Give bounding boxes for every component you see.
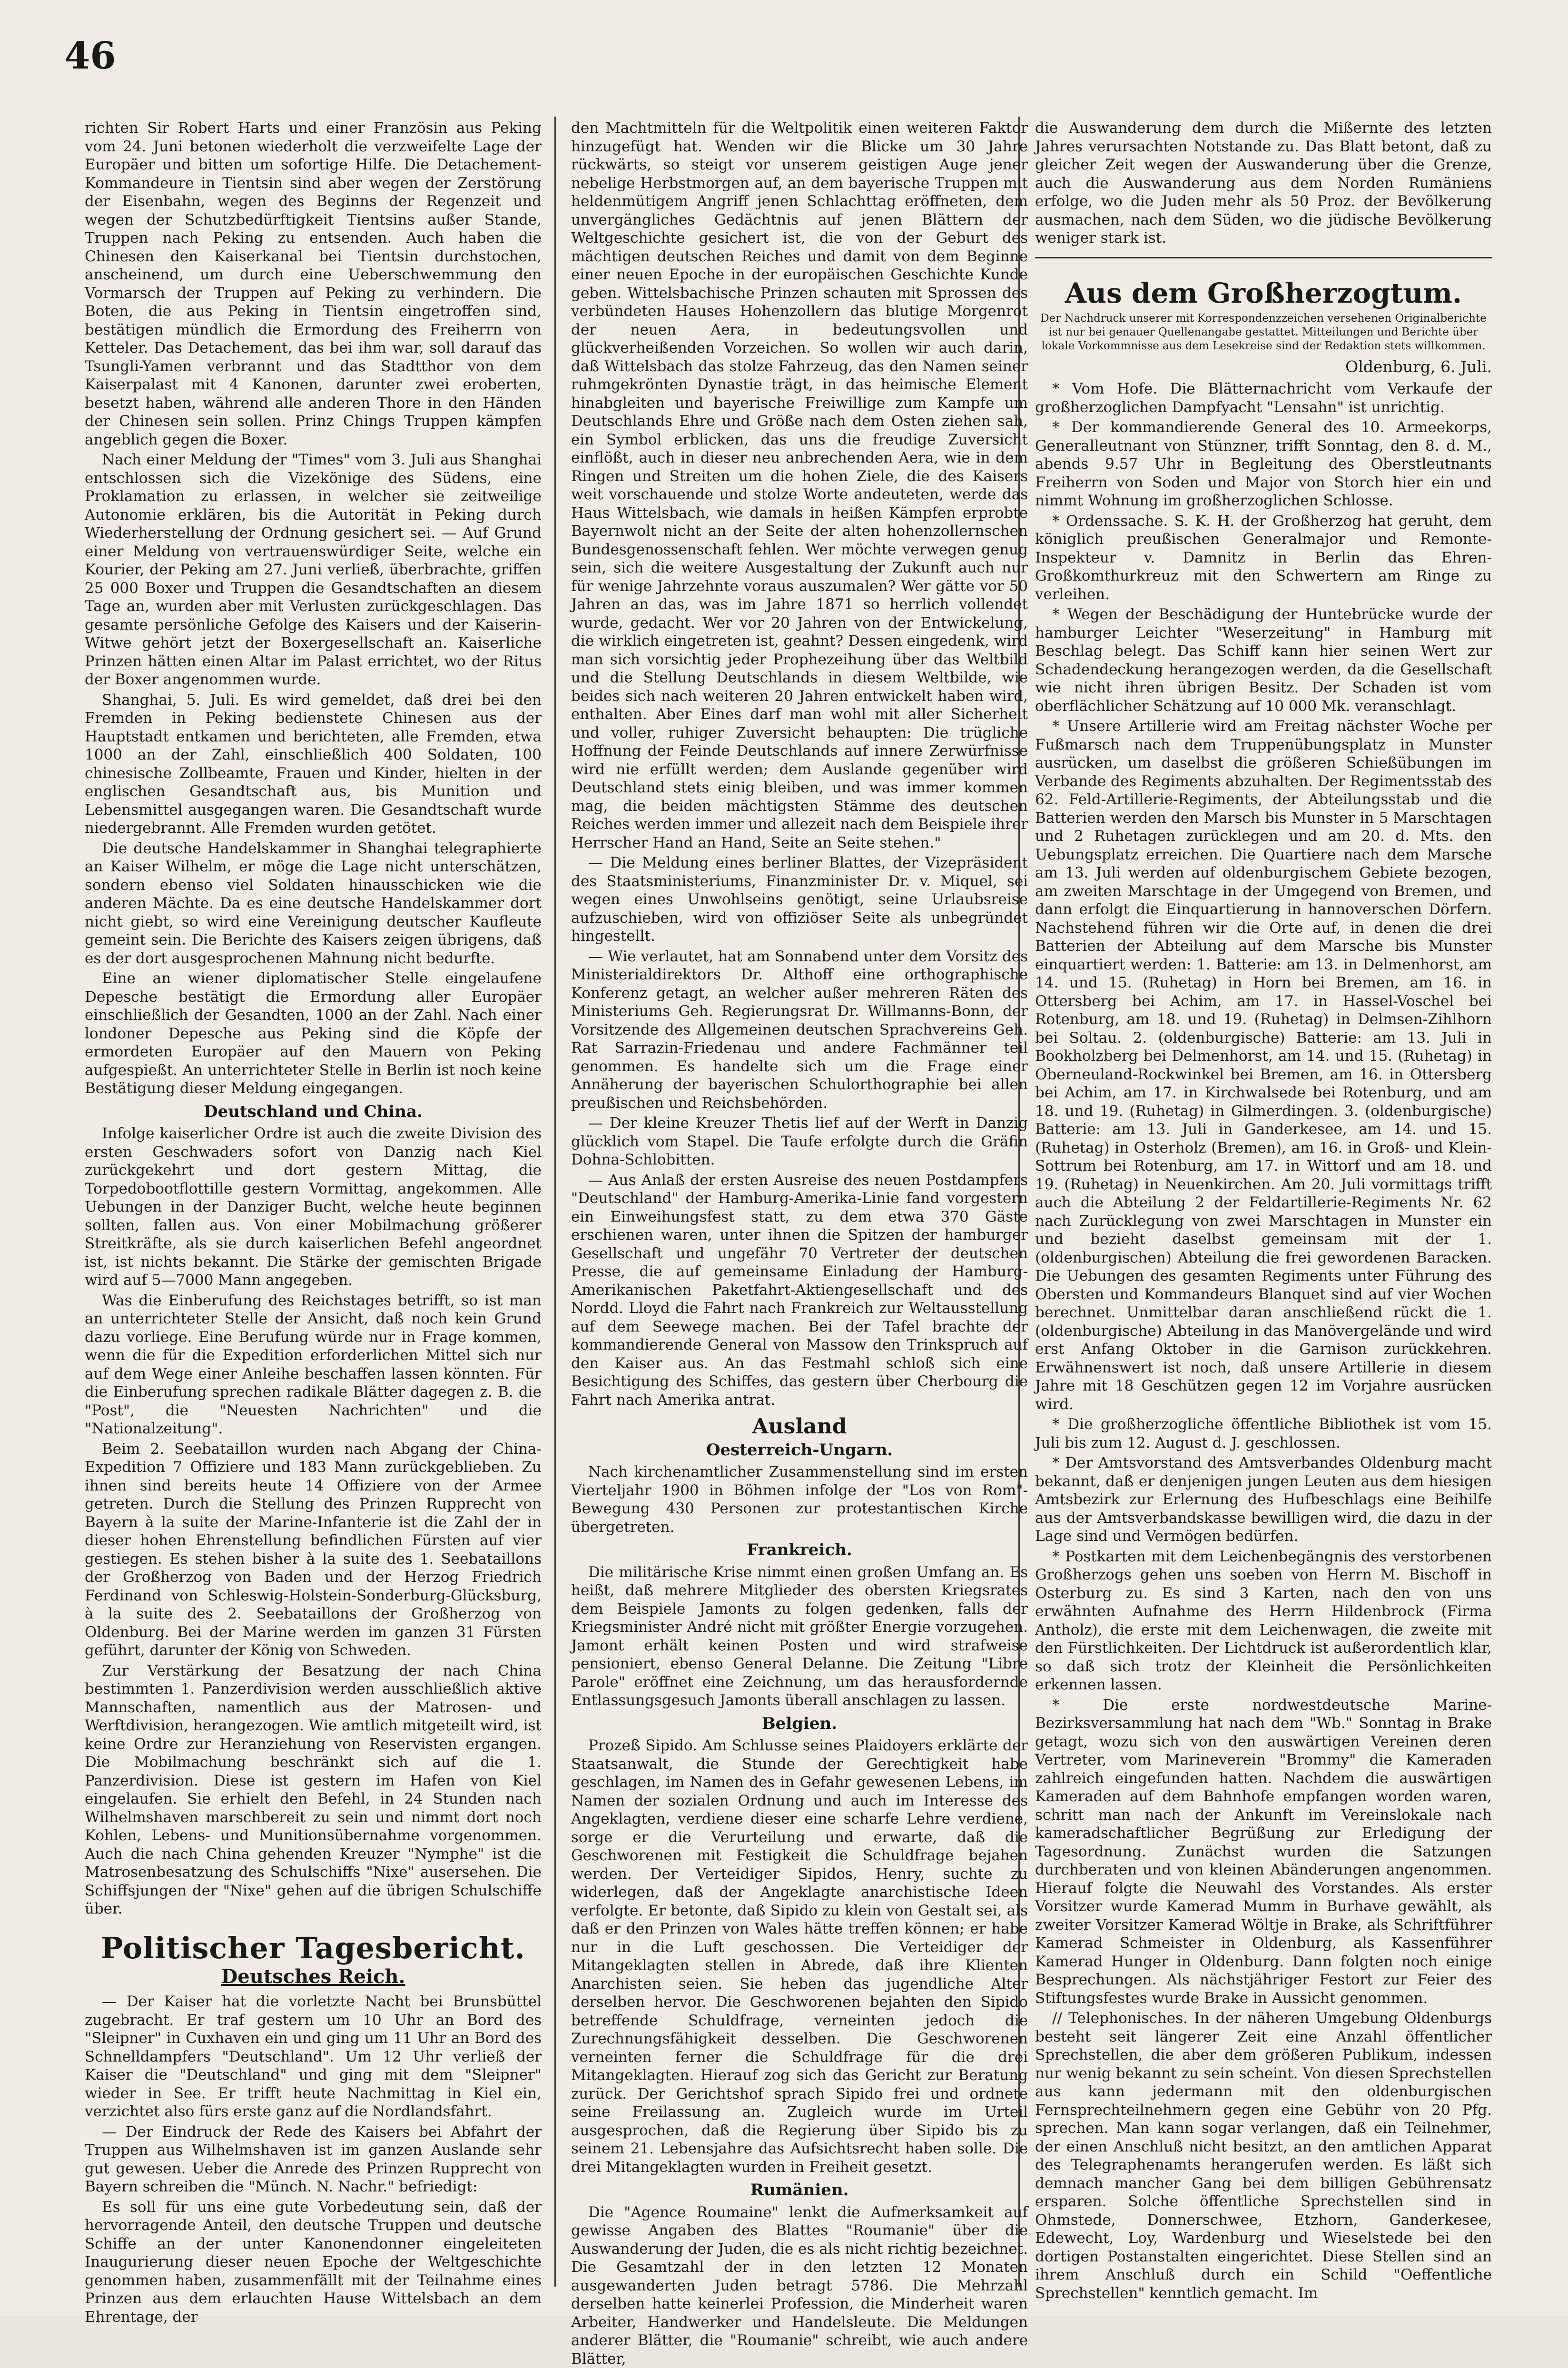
country-heading: Oesterreich-Ungarn.: [571, 1441, 1028, 1460]
section-heading: Deutschland und China.: [85, 1103, 542, 1121]
country-heading: Rumänien.: [571, 2181, 1028, 2200]
article-text: * Ordenssache. S. K. H. der Großherzog hat geruht, dem königlich preußischen Generalmajor und Remonte-Inspekteur v. Damnitz in Berlin das Ehren-Großkomthurkreuz mit den Schwertern am Ringe zu verleihen.: [1035, 512, 1492, 604]
country-heading: Frankreich.: [571, 1541, 1028, 1559]
article-text: Die militärische Krise nimmt einen großen Umfang an. Es heißt, daß mehrere Mitglieder des obersten Kriegsrates dem Beispiele Jamonts zu folgen gedenken, falls der Kriegsminister André nicht mit größter Energie vorzugehen. Jamont erhält keinen Posten und wird strafweise pensioniert, ebenso General Delanne. Die Zeitung "Libre Parole" eröffnet eine Zeichnung, um das herausfordernde Entlassungsgesuch Jamonts überall anschlagen zu lassen.: [571, 1563, 1028, 1710]
article-text: Nach kirchenamtlicher Zusammenstellung sind im ersten Vierteljahr 1900 in Böhmen infolge der "Los von Rom"-Bewegung 430 Personen zur protestantischen Kirche übergetreten.: [571, 1463, 1028, 1536]
article-text: Was die Einberufung des Reichstages betrifft, so ist man an unterrichteter Stelle der Ansicht, daß noch kein Grund dazu vorliege. Eine Berufung würde nur in Frage kommen, wenn die für die Expedition erforderlichen Mittel sich nur auf dem Wege einer Anleihe beschaffen lassen könnten. Für die Einberufung sprechen radikale Blätter dagegen z. B. die "Post", die "Neuesten Nachrichten" und die "Nationalzeitung".: [85, 1292, 542, 1438]
article-text: Es soll für uns eine gute Vorbedeutung sein, daß der hervorragende Anteil, den deutsche Truppen und deutsche Schiffe an der unter Kanonendonner eingeleiteten Inaugurierung dieser neuen Epoche der Weltgeschichte genommen haben, zusammenfällt mit der Teilnahme eines Prinzen aus dem erlauchten Hause Wittelsbach an dem Ehrentage, der: [85, 2198, 542, 2327]
article-text: Die deutsche Handelskammer in Shanghai telegraphierte an Kaiser Wilhelm, er möge die Lage nicht unterschätzen, sondern ebenso viel Soldaten hinausschicken wie die anderen Mächte. Da es eine deutsche Handelskammer dort nicht giebt, so wird eine Vereinigung deutscher Kaufleute gemeint sein. Die Berichte des Kaisers zeigen übrigens, daß es der dort ausgesprochenen Mahnung nicht bedurfte.: [85, 839, 542, 968]
article-text: — Aus Anlaß der ersten Ausreise des neuen Postdampfers "Deutschland" der Hamburg-Amerika-Linie fand vorgestern ein Einweihungsfest statt, zu dem etwa 370 Gäste erschienen waren, unter ihnen die Spitzen der hamburger Gesellschaft und ungefähr 70 Vertreter der deutschen Presse, die auf gemeinsame Einladung der Hamburg-Amerikanischen Paketfahrt-Aktiengesellschaft und des Nordd. Lloyd die Fahrt nach Frankreich zur Weltausstellung auf dem Seewege machen. Bei der Tafel brachte der kommandierende General von Massow den Trinkspruch auf den Kaiser aus. An das Festmahl schloß sich eine Besichtigung des Schiffes, das gestern über Cherbourg die Fahrt nach Amerika antrat.: [571, 1171, 1028, 1410]
article-text: Beim 2. Seebataillon wurden nach Abgang der China-Expedition 7 Offiziere und 183 Mann zurückgeblieben. Zu ihnen sind bereits heute 14 Offiziere von der Armee getreten. Durch die Stellung des Prinzen Rupprecht von Bayern à la suite der Marine-Infanterie ist die Zahl der in dieser hohen Ehrenstellung befindlichen Fürsten auf vier gestiegen. Es stehen bisher à la suite des 1. Seebataillons der Großherzog von Baden und der Herzog Friedrich Ferdinand von Schleswig-Holstein-Sonderburg-Glücksburg, à la suite des 2. Seebataillons der Großherzog von Oldenburg. Bei der Marine werden im ganzen 31 Fürsten geführt, darunter der König von Schweden.: [85, 1440, 542, 1660]
article-text: richten Sir Robert Harts und einer Französin aus Peking vom 24. Juni betonen wiederholt die verzweifelte Lage der Europäer und bitten um sofortige Hilfe. Die Detachement-Kommandeure in Tientsin sind aber wegen der Zerstörung der Eisenbahn, wegen des Beginns der Regenzeit und wegen der Schutzbedürftigkeit Tientsins außer Stande, Truppen nach Peking zu entsenden. Auch haben die Chinesen den Kaiserkanal bei Tientsin durchstochen, anscheinend, um durch eine Ueberschwemmung den Vormarsch der Truppen auf Peking zu verhindern. Die Boten, die aus Peking in Tientsin eingetroffen sind, bestätigen mündlich die Ermordung des Freiherrn von Ketteler. Das Detachement, das bei ihm war, soll darauf das Tsungli-Yamen verbrannt und das Stadtthor von dem Kaiserpalast mit 4 Kanonen, darunter zwei eroberten, besetzt haben, während alle anderen Thore in den Händen der Chinesen sein sollen. Prinz Chings Truppen kämpfen angeblich gegen die Boxer.: [85, 119, 542, 449]
column-rule-left: [554, 117, 556, 2287]
article-text: * Unsere Artillerie wird am Freitag nächster Woche per Fußmarsch nach dem Truppenübungsplatz in Munster ausrücken, um daselbst die größeren Schießübungen im Verbande des Regiments abzuhalten. Der Regimentsstab des 62. Feld-Artillerie-Regiments, der Abteilungsstab und die Batterien werden den Marsch bis Munster in 5 Marschtagen und 2 Ruhetagen zurücklegen und am 20. d. Mts. den Uebungsplatz erreichen. Die Quartiere nach dem Marsche am 13. Juli werden auf oldenburgischem Gebiete bezogen, am zweiten Marschtage in der Umgegend von Bremen, und dann erfolgt die Einquartierung in hannoverschen Dörfern. Nachstehend führen wir die Orte auf, in denen die drei Batterien der Abteilung auf dem Marsche bis Munster einquartiert werden: 1. Batterie: am 13. in Delmenhorst, am 14. und 15. (Ruhetag) in Horn bei Bremen, am 16. in Ottersberg bei Achim, am 17. in Hassel-Voschel bei Rotenburg, am 18. und 19. (Ruhetag) in Delmsen-Zihlhorn bei Soltau. 2. (oldenburgische) Batterie: am 13. Juli in Bookholzberg bei Delmenhorst, am 14. und 15. (Ruhetag) in Oberneuland-Rockwinkel bei Bremen, am 16. in Ottersberg bei Achim, am 17. in Kirchwalsede bei Rotenburg, und am 18. und 19. (Ruhetag) in Gilmerdingen. 3. (oldenburgische) Batterie: am 13. Juli in Ganderkesee, am 14. und 15. (Ruhetag) in Osterholz (Bremen), am 16. in Groß- und Klein-Sottrum bei Rotenburg, am 17. in Wittorf und am 18. und 19. (Ruhetag) in Neuenkirchen. Am 20. Juli vormittags trifft auch die Abteilung 2 der Feldartillerie-Regiments Nr. 62 nach Zurücklegung von zwei Marschtagen in Munster ein und bezieht daselbst gemeinsam mit der 1. (oldenburgischen) Abteilung die frei gewordenen Baracken. Die Uebungen des gesamten Regiments unter Führung des Obersten und Kommandeurs Blanquet sind auf vier Wochen berechnet. Unmittelbar daran anschließend rückt die 1. (oldenburgische) Abteilung in das Manövergelände und wird erst Anfang Oktober in die Garnison zurückkehren. Erwähnenswert ist noch, daß unsere Artillerie in diesem Jahre mit 18 Geschützen gegen 12 im Vorjahre ausrücken wird.: [1035, 717, 1492, 1413]
main-section-heading: Politischer Tagesbericht.: [85, 1932, 542, 1965]
article-text: den Machtmitteln für die Weltpolitik einen weiteren Faktor hinzugefügt hat. Wenden wir die Blicke um 30 Jahre rückwärts, so steigt vor unserem geistigen Auge jener nebelige Herbstmorgen auf, an dem bayerische Truppen mit heldenmütigem Angriff jenen Schlachttag eröffneten, dem unvergängliches Gedächtnis auf jenen Blättern der Weltgeschichte gesichert ist, die von der Geburt des mächtigen deutschen Reiches und damit von dem Beginne einer neuen Epoche in der europäischen Geschichte Kunde geben. Wittelsbachische Prinzen schauten mit Sprossen des verbündeten Hauses Hohenzollern das blutige Morgenrot der neuen Aera, in bedeutungsvollen und glückverheißenden Vorzeichen. So wollen wir auch darin, daß Wittelsbach das stolze Fahrzeug, das den Namen seiner ruhmgekrönten Dynastie trägt, in das heimische Element hinabgleiten und bayerische Freiwillige zum Kampfe um Deutschlands Ehre und Größe nach dem Osten ziehen sah, ein Symbol erblicken, das uns die freudige Zuversicht einflößt, auch in dieser neu anbrechenden Aera, wie in dem Ringen und Streiten um die hohen Ziele, die des Kaisers weit vorschauende und stolze Worte andeuteten, werde das Haus Wittelsbach, wie damals in heißen Kämpfen erprobte Bayernwolt nicht an der Seite der alten hohenzollernschen Bundesgenossenschaft fehlen. Wer möchte verwegen genug sein, sich die weitere Ausgestaltung der Zukunft auch nur für wenige Jahrzehnte voraus auszumalen? Wer gätte vor 50 Jahren an das, was im Jahre 1871 so herrlich vollendet wurde, gedacht. Wer vor 20 Jahren von der Entwickelung, die wirklich eingetreten ist, geahnt? Dessen eingedenk, wird man sich vorsichtig jeder Prophezeihung über das Weltbild und die Stellung Deutschlands in diesem Weltbilde, wie beides sich nach weiteren 20 Jahren entwickelt haben wird, enthalten. Aber Eines darf man wohl mit aller Sicherheit und voller, ruhiger Zuversicht behaupten: Die trügliche Hoffnung der Feinde Deutschlands auf innere Zerwürfnisse wird nie erfüllt werden; dem Auslande gegenüber wird Deutschland stets einig bleiben, und was immer kommen mag, die beiden mächtigsten Stämme des deutschen Reiches werden immer und allezeit nach dem Beispiele ihrer Herrscher Hand an Hand, Seite an Seite stehen.": [571, 119, 1028, 852]
article-text: — Der Kaiser hat die vorletzte Nacht bei Brunsbüttel zugebracht. Er traf gestern um 10 Uhr an Bord des "Sleipner" in Cuxhaven ein und ging um 11 Uhr an Bord des Schnelldampfers "Deutschland". Um 12 Uhr verließ der Kaiser die "Deutschland" und ging mit dem "Sleipner" wieder in See. Er trifft heute Nachmittag in Kiel ein, verzichtet also fürs erste ganz auf die Nordlandsfahrt.: [85, 1993, 542, 2121]
article-text: Nach einer Meldung der "Times" vom 3. Juli aus Shanghai entschlossen sich die Vizekönige des Südens, eine Proklamation zu erlassen, in welcher sie zeitweilige Autonomie erklären, bis die Autorität in Peking durch Wiederherstellung der Ordnung gesichert sei. — Auf Grund einer Meldung von vertrauenswürdiger Seite, welche ein Kourier, der Peking am 27. Juni verließ, überbrachte, griffen 25 000 Boxer und Truppen die Gesandtschaften an diesem Tage an, wurden aber mit Verlusten zurückgeschlagen. Das gesamte persönliche Gefolge des Kaisers und der Kaiserin-Witwe gehört jetzt der Boxergesellschaft an. Kaiserliche Prinzen hätten einen Altar im Palast errichtet, wo der Ritus der Boxer angenommen wurde.: [85, 451, 542, 689]
article-text: Prozeß Sipido. Am Schlusse seines Plaidoyers erklärte der Staatsanwalt, die Stunde der Gerechtigkeit habe geschlagen, im Namen des in Gefahr gewesenen Lebens, im Namen der sozialen Ordnung und auch im Interesse des Angeklagten, verdiene dieser eine scharfe Lehre verdiene, sorge er die Verurteilung und erwarte, daß die Geschworenen mit Festigkeit die Schuldfrage bejahen werden. Der Verteidiger Sipidos, Henry, suchte zu widerlegen, daß der Angeklagte anarchistische Ideen verfolgte. Er betonte, daß Sipido zu klein von Gestalt sei, als daß er den Prinzen von Wales hätte treffen können; er habe nur in die Luft geschossen. Die Verteidiger der Mitangeklagten stellen in Abrede, daß ihre Klienten Anarchisten seien. Sie heben das jugendliche Alter derselben hervor. Die Geschworenen bejahten den Sipido betreffende Schuldfrage, verneinten jedoch die Zurechnungsfähigkeit desselben. Die Geschworenen verneinten ferner die Schuldfrage für die drei Mitangeklagten. Hierauf zog sich das Gericht zur Beratung zurück. Der Gerichtshof sprach Sipido frei und ordnete seine Freilassung an. Zugleich wurde im Urteil ausgesprochen, daß die Regierung über Sipido bis zu seinem 21. Lebensjahre das Aufsichtsrecht haben solle. Die drei Mitangeklagten wurden in Freiheit gesetzt.: [571, 1737, 1028, 2176]
main-section-heading: Aus dem Großherzogtum.: [1035, 277, 1492, 309]
article-text: — Der Eindruck der Rede des Kaisers bei Abfahrt der Truppen aus Wilhelmshaven ist im ganzen Auslande sehr gut gewesen. Ueber die Anrede des Prinzen Rupprecht von Bayern schreiben die "Münch. N. Nachr." befriedigt:: [85, 2123, 542, 2196]
article-text: * Der kommandierende General des 10. Armeekorps, Generalleutnant von Stünzner, trifft Sonntag, den 8. d. M., abends 9.57 Uhr in Begleitung des Oberstleutnants Freiherrn von Soden und Major von Storch hier ein und nimmt Wohnung im großherzoglichen Schlosse.: [1035, 418, 1492, 510]
article-text: Shanghai, 5. Juli. Es wird gemeldet, daß drei bei den Fremden in Peking bedienstete Chinesen aus der Hauptstadt entkamen und berichteten, alle Fremden, etwa 1000 an der Zahl, einschließlich 400 Soldaten, 100 chinesische Zollbeamte, Frauen und Kinder, hielten in der englischen Gesandtschaft aus, bis Munition und Lebensmittel ausgegangen waren. Die Gesandtschaft wurde niedergebrannt. Alle Fremden wurden getötet.: [85, 691, 542, 838]
article-text: — Der kleine Kreuzer Thetis lief auf der Werft in Danzig glücklich vom Stapel. Die Taufe erfolgte durch die Gräfin Dohna-Schlobitten.: [571, 1114, 1028, 1169]
dateline: Oldenburg, 6. Juli.: [1035, 358, 1492, 376]
article-text: * Die erste nordwestdeutsche Marine-Bezirksversammlung hat nach dem "Wb." Sonntag in Brake getagt, wozu sich von den auswärtigen Vereinen deren Vertreter, vom Marineverein "Brommy" die Kameraden zahlreich eingefunden hatten. Nachdem die auswärtigen Kameraden auf dem Bahnhofe empfangen worden waren, schritt man nach der Ankunft im Vereinslokale nach kameradschaftlicher Begrüßung zur Erledigung der Tagesordnung. Zunächst wurden die Satzungen durchberaten und von kleinen Abänderungen angenommen. Hierauf folgte die Neuwahl des Vorstandes. Als erster Vorsitzer wurde Kamerad Mumm in Burhave gewählt, als zweiter Vorsitzer Kamerad Wöltje in Brake, als Schriftführer Kamerad Schmeister in Oldenburg, als Kassenführer Kamerad Hunger in Oldenburg. Dann folgten noch einige Besprechungen. Als nächstjähriger Festort zur Feier des Stiftungsfestes wurde Brake in Aussicht genommen.: [1035, 1696, 1492, 2008]
article-text: — Wie verlautet, hat am Sonnabend unter dem Vorsitz des Ministerialdirektors Dr. Althoff eine orthographische Konferenz getagt, an welcher außer mehreren Räten des Ministeriums Geh. Regierungsrat Dr. Willmanns-Bonn, der Vorsitzende des Allgemeinen deutschen Sprachvereins Geh. Rat Sarrazin-Friedenau und andere Fachmänner teil genommen. Es handelte sich um die Frage einer Annäherung der bayerischen Schulorthographie bei allen preußischen und Reichsbehörden.: [571, 947, 1028, 1113]
article-text: * Der Amtsvorstand des Amtsverbandes Oldenburg macht bekannt, daß er denjenigen jungen Leuten aus dem hiesigen Amtsbezirk zur Erlernung des Hufbeschlags eine Beihilfe aus der Amtsverbandskasse bewilligen wird, die dazu in der Lage sind und Vermögen bedürfen.: [1035, 1454, 1492, 1546]
article-text: Die "Agence Roumaine" lenkt die Aufmerksamkeit auf gewisse Angaben des Blattes "Roumanie" über die Auswanderung der Juden, die es als nicht richtig bezeichnet. Die Gesamtzahl der in den letzten 12 Monaten ausgewanderten Juden betragt 5786. Die Mehrzahl derselben hatte keinerlei Profession, die Minderheit waren Arbeiter, Handwerker und Handelsleute. Die Meldungen anderer Blätter, die "Roumanie" schreibt, wie auch andere Blätter,: [571, 2203, 1028, 2368]
reprint-notice: Der Nachdruck unserer mit Korrespondenzzeichen versehenen Originalberichte ist nur bei genauer Quellenangabe gestattet. Mitteilungen und Berichte über lokale Vorkommnisse aus dem Lesekreise sind der Redaktion stets willkommen.: [1040, 312, 1487, 353]
subsection-heading: Deutsches Reich.: [85, 1968, 542, 1986]
article-text: // Telephonisches. In der näheren Umgebung Oldenburgs besteht seit längerer Zeit eine Anzahl öffentlicher Sprechstellen, die aber dem größeren Publikum, indessen nur wenig bekannt zu sein scheint. Von diesen Sprechstellen aus kann jedermann mit den oldenburgischen Fernsprechteilnehmern gegen eine Gebühr von 20 Pfg. sprechen. Man kann sogar verlangen, daß ein Teilnehmer, der einen Anschluß nicht besitzt, an den amtlichen Apparat des Telegraphenamts herangerufen werden. Es läßt sich demnach mancher Gang bei dem billigen Gebührensatz ersparen. Solche öffentliche Sprechstellen sind in Ohmstede, Donnerschwee, Etzhorn, Ganderkesee, Edewecht, Loy, Wardenburg und Wieselstede bei den dortigen Postanstalten eingerichtet. Diese Stellen sind an ihrem Anschluß durch ein Schild "Oeffentliche Sprechstellen" kenntlich gemacht. Im: [1035, 2009, 1492, 2302]
country-heading: Belgien.: [571, 1715, 1028, 1733]
column-3: [1035, 119, 1492, 2289]
column-2: [571, 119, 1028, 2289]
article-text: * Die großherzogliche öffentliche Bibliothek ist vom 15. Juli bis zum 12. August d. J. geschlossen.: [1035, 1415, 1492, 1452]
article-text: * Vom Hofe. Die Blätternachricht vom Verkaufe der großherzoglichen Dampfyacht "Lensahn" ist unrichtig.: [1035, 380, 1492, 416]
article-text: Infolge kaiserlicher Ordre ist auch die zweite Division des ersten Geschwaders sofort von Danzig nach Kiel zurückgekehrt und dort gestern Mittag, die Torpedobootflottille gestern Vormittag, angekommen. Alle Uebungen in der Danziger Bucht, welche heute beginnen sollten, fallen aus. Von einer Mobilmachung größerer Streitkräfte, als sie durch kaiserlichen Befehl angeordnet ist, ist nichts bekannt. Die Stärke der gemischten Brigade wird auf 5—7000 Mann angegeben.: [85, 1125, 542, 1290]
article-text: Zur Verstärkung der Besatzung der nach China bestimmten 1. Panzerdivision werden ausschließlich aktive Mannschaften, namentlich aus der Matrosen- und Werftdivision, herangezogen. Wie amtlich mitgeteilt wird, ist keine Ordre zur Heranziehung von Reservisten ergangen. Die Mobilmachung beschränkt sich auf die 1. Panzerdivision. Diese ist gestern im Hafen von Kiel eingelaufen. Sie erhielt den Befehl, in 24 Stunden nach Wilhelmshaven marschbereit zu sein und nimmt dort noch Kohlen, Lebens- und Munitionsübernahme vorgenommen. Auch die nach China gehenden Kreuzer "Nymphe" ist die Matrosenbesatzung des Schulschiffs "Nixe" ausersehen. Die Schiffsjungen der "Nixe" gehen auf die übrigen Schulschiffe über.: [85, 1662, 542, 1918]
article-text: die Auswanderung dem durch die Mißernte des letzten Jahres verursachten Notstande zu. Das Blatt betont, daß zu gleicher Zeit wegen der Auswanderung über die Grenze, auch die Auswanderung aus dem Norden Rumäniens erfolge, wo die Juden mehr als 50 Proz. der Bevölkerung ausmachen, nach dem Süden, wo die jüdische Bevölkerung weniger stark ist.: [1035, 119, 1492, 247]
divider: [1035, 257, 1492, 258]
article-text: * Postkarten mit dem Leichenbegängnis des verstorbenen Großherzogs gehen uns soeben von Herrn M. Bischoff in Osterburg zu. Es sind 3 Karten, nach den von uns erwähnten Aufnahme des Herrn Hildenbrock (Firma Antholz), die erste mit dem Leichenwagen, die zweite mit den Fürstlichkeiten. Der Lichtdruck ist außerordentlich klar, so daß sich trotz der Kleinheit die Persönlichkeiten erkennen lassen.: [1035, 1548, 1492, 1694]
section-heading: Ausland: [571, 1418, 1028, 1436]
article-text: Eine an wiener diplomatischer Stelle eingelaufene Depesche bestätigt die Ermordung aller Europäer einschließlich der Gesandten, 1000 an der Zahl. Nach einer londoner Depesche aus Peking sind die Köpfe der ermordeten Europäer auf den Mauern von Peking aufgespießt. An unterrichteter Stelle in Berlin ist noch keine Bestätigung dieser Meldung eingegangen.: [85, 969, 542, 1098]
column-1: [85, 119, 542, 2289]
article-text: — Die Meldung eines berliner Blattes, der Vizepräsident des Staatsministeriums, Finanzminister Dr. v. Miquel, sei wegen eines Unwohlseins genötigt, seine Urlaubsreise aufzuschieben, wird von offiziöser Seite als unbegründet hingestellt.: [571, 854, 1028, 946]
page-number: 46: [64, 34, 116, 78]
article-text: * Wegen der Beschädigung der Huntebrücke wurde der hamburger Leichter "Weserzeitung" in Hamburg mit Beschlag belegt. Das Schiff kann hier seinen Wert zur Schadendeckung herangezogen werden, da die Gesellschaft wie nicht ihren übrigen Besitz. Der Schaden ist vom oberflächlicher Schätzung auf 10 000 Mk. veranschlagt.: [1035, 605, 1492, 715]
